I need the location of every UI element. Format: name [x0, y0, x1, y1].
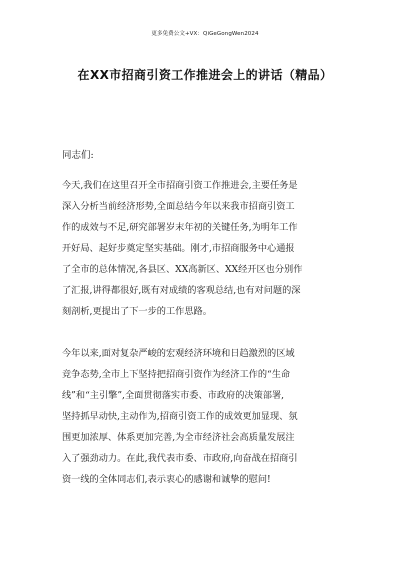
paragraph-line: 线”和“主引擎”,全面贯彻落实市委、市政府的决策部署,: [62, 390, 285, 401]
paragraph-line: 今天,我们在这里召开全市招商引资工作推进会,主要任务是: [62, 180, 298, 191]
salutation: 同志们:: [62, 150, 94, 161]
paragraph-line: 刻剖析,更提出了下一步的工作思路。: [62, 306, 212, 317]
paragraph-line: 竞争态势,全市上下坚持把招商引资作为经济工作的“生命: [62, 369, 291, 380]
paragraph-line: 开好局、起好步奠定坚实基础。刚才,市招商服务中心通报: [62, 243, 295, 254]
header-note: 更多免费公文+VX：QiGeGongWen2024: [151, 31, 259, 37]
paragraph-line: 深入分析当前经济形势,全面总结今年以来我市招商引资工: [62, 201, 295, 212]
paragraph-line: 入了强劲动力。在此,我代表市委、市政府,向奋战在招商引: [62, 453, 298, 464]
paragraph-line: 坚持抓早动快,主动作为,招商引资工作的成效更加显现、氛: [62, 411, 298, 422]
paragraph-line: 作的成效与不足,研究部署岁末年初的关键任务,为明年工作: [62, 222, 298, 233]
paragraph-line: 围更加浓厚、体系更加完善,为全市经济社会高质量发展注: [62, 432, 295, 443]
document-title: 在XX市招商引资工作推进会上的讲话（精品）: [77, 68, 333, 82]
paragraph-line: 了全市的总体情况,各县区、XX高新区、XX经开区也分别作: [62, 264, 303, 275]
paragraph-line: 今年以来,面对复杂严峻的宏观经济环境和日趋激烈的区域: [62, 348, 295, 359]
paragraph-line: 了汇报,讲得都很好,既有对成绩的客观总结,也有对问题的深: [62, 285, 301, 296]
paragraph-2: [62, 343, 352, 490]
paragraph-line: 资一线的全体同志们,表示衷心的感谢和诚挚的慰问!: [62, 474, 271, 485]
paragraph-1: [62, 175, 352, 322]
